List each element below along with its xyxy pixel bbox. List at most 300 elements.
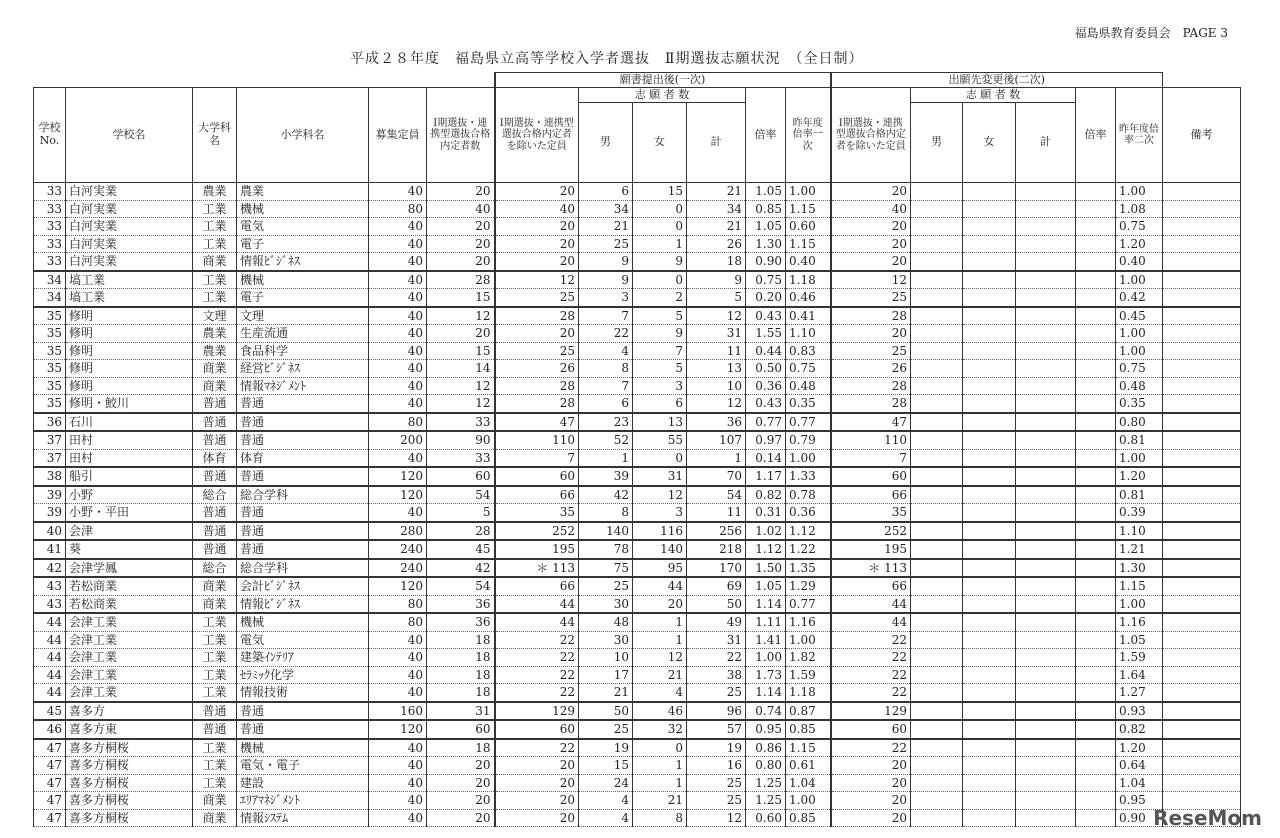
cell-male-2 — [911, 218, 963, 236]
cell-quota: 40 — [369, 449, 427, 467]
table-row — [34, 577, 1241, 595]
cell-total-2 — [1016, 757, 1076, 775]
table-row — [34, 183, 1241, 201]
table-row — [34, 413, 1241, 432]
cell-subdept: ｴﾘｱﾏﾈｼﾞﾒﾝﾄ — [237, 792, 369, 810]
cell-total: 36 — [687, 413, 746, 432]
cell-male: 42 — [579, 486, 633, 504]
cell-quota-excl: 129 — [495, 702, 579, 721]
cell-total: 96 — [687, 702, 746, 721]
cell-female: 13 — [633, 413, 687, 432]
cell-quota-excl: 22 — [495, 684, 579, 702]
cell-subdept: 機械 — [237, 739, 369, 757]
cell-female: 116 — [633, 522, 687, 541]
cell-quota-excl-2: 28 — [831, 395, 911, 413]
cell-subdept: 電子 — [237, 235, 369, 253]
cell-rate-2 — [1076, 792, 1116, 810]
cell-quota: 40 — [369, 504, 427, 522]
cell-rate: 0.14 — [746, 449, 786, 467]
cell-quota-excl-2: 110 — [831, 431, 911, 449]
cell-last-rate2: 0.75 — [1116, 360, 1163, 378]
header-quota: 募集定員 — [369, 88, 427, 183]
cell-subdept: 普通 — [237, 413, 369, 432]
cell-total: 12 — [687, 809, 746, 827]
cell-male-2 — [911, 395, 963, 413]
cell-subdept: 普通 — [237, 522, 369, 541]
cell-quota: 40 — [369, 649, 427, 667]
cell-last-rate1: 0.61 — [786, 757, 831, 775]
cell-male: 140 — [579, 522, 633, 541]
cell-female-2 — [963, 271, 1016, 289]
cell-last-rate1: 0.83 — [786, 342, 831, 360]
cell-school-name: 若松商業 — [66, 595, 193, 613]
cell-male-2 — [911, 377, 963, 395]
cell-total-2 — [1016, 540, 1076, 559]
cell-quota-excl-2: 20 — [831, 809, 911, 827]
cell-quota-excl: 20 — [495, 809, 579, 827]
cell-female-2 — [963, 504, 1016, 522]
cell-school-no: 42 — [34, 559, 66, 578]
cell-rate-2 — [1076, 395, 1116, 413]
cell-quota-excl: 44 — [495, 613, 579, 631]
cell-school-no: 37 — [34, 449, 66, 467]
cell-school-name: 修明 — [66, 377, 193, 395]
cell-rate: 0.20 — [746, 289, 786, 307]
cell-rate: 1.14 — [746, 684, 786, 702]
cell-female: 7 — [633, 342, 687, 360]
cell-school-no: 47 — [34, 739, 66, 757]
cell-rate: 0.82 — [746, 486, 786, 504]
cell-quota: 240 — [369, 559, 427, 578]
cell-subdept: 機械 — [237, 200, 369, 218]
cell-school-no: 44 — [34, 649, 66, 667]
table-row — [34, 792, 1241, 810]
cell-male-2 — [911, 342, 963, 360]
cell-last-rate1: 0.75 — [786, 360, 831, 378]
cell-dept: 工業 — [193, 631, 237, 649]
cell-total-2 — [1016, 684, 1076, 702]
cell-quota-excl-2: 60 — [831, 720, 911, 739]
cell-total-2 — [1016, 395, 1076, 413]
table-row — [34, 325, 1241, 343]
cell-male-2 — [911, 289, 963, 307]
cell-female-2 — [963, 649, 1016, 667]
cell-rate-2 — [1076, 720, 1116, 739]
header-female: 女 — [633, 103, 687, 183]
cell-quota-excl: 25 — [495, 289, 579, 307]
cell-last-rate1: 1.18 — [786, 271, 831, 289]
cell-rate: 0.31 — [746, 504, 786, 522]
cell-school-name: 修明 — [66, 360, 193, 378]
cell-subdept: 機械 — [237, 613, 369, 631]
cell-total-2 — [1016, 577, 1076, 595]
cell-subdept: 電子 — [237, 289, 369, 307]
cell-subdept: 体育 — [237, 449, 369, 467]
cell-total: 1 — [687, 449, 746, 467]
cell-total: 12 — [687, 307, 746, 325]
cell-rate-2 — [1076, 235, 1116, 253]
cell-quota: 120 — [369, 577, 427, 595]
cell-last-rate1: 0.48 — [786, 377, 831, 395]
cell-total-2 — [1016, 631, 1076, 649]
cell-last-rate1: 1.22 — [786, 540, 831, 559]
header-total-2: 計 — [1016, 103, 1076, 183]
cell-male: 7 — [579, 307, 633, 325]
cell-dept: 工業 — [193, 289, 237, 307]
cell-passed: 18 — [427, 739, 495, 757]
cell-dept: 普通 — [193, 702, 237, 721]
cell-quota-excl-2: 20 — [831, 792, 911, 810]
cell-male-2 — [911, 666, 963, 684]
cell-male-2 — [911, 757, 963, 775]
cell-rate-2 — [1076, 739, 1116, 757]
cell-notes — [1163, 504, 1241, 522]
cell-notes — [1163, 449, 1241, 467]
cell-quota: 40 — [369, 377, 427, 395]
cell-quota-excl-2: 20 — [831, 218, 911, 236]
cell-rate-2 — [1076, 200, 1116, 218]
cell-quota: 120 — [369, 467, 427, 486]
cell-passed: 15 — [427, 289, 495, 307]
cell-total: 16 — [687, 757, 746, 775]
cell-male: 25 — [579, 235, 633, 253]
cell-total-2 — [1016, 613, 1076, 631]
cell-quota: 40 — [369, 235, 427, 253]
cell-subdept: 普通 — [237, 702, 369, 721]
cell-school-no: 41 — [34, 540, 66, 559]
cell-quota-excl: 110 — [495, 431, 579, 449]
cell-male: 30 — [579, 631, 633, 649]
cell-male: 25 — [579, 720, 633, 739]
page-header: 福島県教育委員会 PAGE 3 — [1074, 26, 1228, 40]
cell-last-rate1: 1.12 — [786, 522, 831, 541]
cell-quota-excl-2: 40 — [831, 200, 911, 218]
cell-notes — [1163, 577, 1241, 595]
cell-notes — [1163, 467, 1241, 486]
cell-dept: 工業 — [193, 235, 237, 253]
cell-female-2 — [963, 522, 1016, 541]
cell-male-2 — [911, 325, 963, 343]
cell-female: 21 — [633, 792, 687, 810]
cell-total-2 — [1016, 720, 1076, 739]
cell-rate: 0.85 — [746, 200, 786, 218]
cell-last-rate2: 0.82 — [1116, 720, 1163, 739]
cell-subdept: 電気・電子 — [237, 757, 369, 775]
cell-quota: 280 — [369, 522, 427, 541]
cell-quota: 200 — [369, 431, 427, 449]
cell-rate: 1.12 — [746, 540, 786, 559]
cell-total: 25 — [687, 774, 746, 792]
cell-dept: 商業 — [193, 809, 237, 827]
cell-total: 57 — [687, 720, 746, 739]
cell-school-name: 船引 — [66, 467, 193, 486]
cell-female: 2 — [633, 289, 687, 307]
cell-quota: 40 — [369, 183, 427, 201]
cell-subdept: 経営ﾋﾞｼﾞﾈｽ — [237, 360, 369, 378]
cell-last-rate2: 1.20 — [1116, 467, 1163, 486]
first-stage-header: 願書提出後(一次) — [495, 73, 831, 88]
second-stage-header: 出願先変更後(二次) — [831, 73, 1163, 88]
cell-dept: 農業 — [193, 342, 237, 360]
cell-school-no: 46 — [34, 720, 66, 739]
cell-passed: 54 — [427, 577, 495, 595]
cell-total: 218 — [687, 540, 746, 559]
cell-total: 12 — [687, 395, 746, 413]
cell-quota-excl: 44 — [495, 595, 579, 613]
cell-school-name: 修明 — [66, 325, 193, 343]
cell-school-name: 会津学鳳 — [66, 559, 193, 578]
cell-rate: 1.02 — [746, 522, 786, 541]
cell-school-no: 44 — [34, 613, 66, 631]
cell-dept: 工業 — [193, 649, 237, 667]
cell-quota-excl-2: 20 — [831, 253, 911, 271]
cell-school-name: 葵 — [66, 540, 193, 559]
cell-female-2 — [963, 431, 1016, 449]
cell-quota-excl-2: 35 — [831, 504, 911, 522]
cell-quota-excl-2: 22 — [831, 684, 911, 702]
cell-notes — [1163, 486, 1241, 504]
cell-female: 0 — [633, 218, 687, 236]
cell-notes — [1163, 595, 1241, 613]
cell-school-no: 33 — [34, 235, 66, 253]
cell-dept: 工業 — [193, 684, 237, 702]
cell-rate: 1.05 — [746, 183, 786, 201]
cell-notes — [1163, 235, 1241, 253]
cell-male: 4 — [579, 809, 633, 827]
cell-total-2 — [1016, 200, 1076, 218]
cell-dept: 工業 — [193, 200, 237, 218]
table-row — [34, 595, 1241, 613]
table-row — [34, 431, 1241, 449]
cell-female: 31 — [633, 467, 687, 486]
cell-female-2 — [963, 792, 1016, 810]
cell-subdept: 普通 — [237, 720, 369, 739]
cell-rate: 1.50 — [746, 559, 786, 578]
cell-dept: 商業 — [193, 253, 237, 271]
header-school-no: 学校No. — [34, 88, 66, 183]
cell-subdept: 情報ﾋﾞｼﾞﾈｽ — [237, 595, 369, 613]
cell-school-no: 33 — [34, 253, 66, 271]
cell-male: 3 — [579, 289, 633, 307]
cell-total: 49 — [687, 613, 746, 631]
cell-rate: 1.11 — [746, 613, 786, 631]
cell-female-2 — [963, 595, 1016, 613]
cell-school-no: 33 — [34, 200, 66, 218]
header-passed: Ⅰ期選抜・連携型選抜合格内定者数 — [427, 88, 495, 183]
cell-total: 21 — [687, 183, 746, 201]
cell-school-name: 喜多方東 — [66, 720, 193, 739]
cell-male: 21 — [579, 218, 633, 236]
cell-rate-2 — [1076, 757, 1116, 775]
cell-dept: 総合 — [193, 486, 237, 504]
cell-male-2 — [911, 577, 963, 595]
cell-total-2 — [1016, 449, 1076, 467]
cell-last-rate1: 0.87 — [786, 702, 831, 721]
header-male-2: 男 — [911, 103, 963, 183]
cell-female: 21 — [633, 666, 687, 684]
cell-notes — [1163, 413, 1241, 432]
cell-female-2 — [963, 613, 1016, 631]
cell-school-name: 喜多方桐桜 — [66, 739, 193, 757]
cell-school-name: 喜多方桐桜 — [66, 757, 193, 775]
cell-female: 46 — [633, 702, 687, 721]
cell-rate-2 — [1076, 253, 1116, 271]
cell-subdept: 普通 — [237, 504, 369, 522]
cell-male-2 — [911, 486, 963, 504]
cell-subdept: 機械 — [237, 271, 369, 289]
cell-dept: 工業 — [193, 271, 237, 289]
cell-last-rate1: 1.59 — [786, 666, 831, 684]
cell-subdept: 生産流通 — [237, 325, 369, 343]
cell-male-2 — [911, 595, 963, 613]
table-row — [34, 720, 1241, 739]
cell-school-no: 37 — [34, 431, 66, 449]
cell-female: 0 — [633, 739, 687, 757]
cell-rate-2 — [1076, 218, 1116, 236]
cell-dept: 普通 — [193, 413, 237, 432]
cell-notes — [1163, 342, 1241, 360]
cell-last-rate2: 0.75 — [1116, 218, 1163, 236]
cell-rate-2 — [1076, 613, 1116, 631]
cell-notes — [1163, 377, 1241, 395]
cell-quota-excl: 40 — [495, 200, 579, 218]
header-last-rate1: 昨年度倍率一次 — [786, 88, 831, 183]
cell-female: 4 — [633, 684, 687, 702]
cell-male-2 — [911, 449, 963, 467]
cell-total-2 — [1016, 271, 1076, 289]
cell-school-name: 修明・鮫川 — [66, 395, 193, 413]
cell-total: 107 — [687, 431, 746, 449]
cell-total-2 — [1016, 235, 1076, 253]
cell-female-2 — [963, 235, 1016, 253]
cell-male-2 — [911, 739, 963, 757]
cell-last-rate1: 0.85 — [786, 809, 831, 827]
cell-rate: 0.77 — [746, 413, 786, 432]
cell-total-2 — [1016, 377, 1076, 395]
cell-last-rate2: 1.00 — [1116, 342, 1163, 360]
cell-dept: 工業 — [193, 613, 237, 631]
cell-total: 21 — [687, 218, 746, 236]
cell-total-2 — [1016, 289, 1076, 307]
cell-male: 8 — [579, 504, 633, 522]
cell-school-name: 田村 — [66, 431, 193, 449]
cell-total: 31 — [687, 325, 746, 343]
cell-dept: 商業 — [193, 360, 237, 378]
cell-last-rate2: 0.48 — [1116, 377, 1163, 395]
cell-male-2 — [911, 504, 963, 522]
cell-subdept: 情報技術 — [237, 684, 369, 702]
cell-passed: 20 — [427, 792, 495, 810]
table-row — [34, 504, 1241, 522]
cell-male-2 — [911, 631, 963, 649]
cell-rate-2 — [1076, 684, 1116, 702]
cell-total: 18 — [687, 253, 746, 271]
header-last-rate2: 昨年度倍率二次 — [1116, 88, 1163, 183]
cell-total-2 — [1016, 183, 1076, 201]
cell-rate-2 — [1076, 360, 1116, 378]
cell-rate: 0.90 — [746, 253, 786, 271]
cell-school-name: 喜多方 — [66, 702, 193, 721]
cell-quota-excl-2: 20 — [831, 235, 911, 253]
cell-notes — [1163, 666, 1241, 684]
cell-male: 39 — [579, 467, 633, 486]
cell-school-no: 43 — [34, 577, 66, 595]
cell-school-no: 35 — [34, 342, 66, 360]
cell-female: 6 — [633, 395, 687, 413]
cell-total-2 — [1016, 504, 1076, 522]
cell-rate-2 — [1076, 431, 1116, 449]
cell-passed: 20 — [427, 325, 495, 343]
cell-female-2 — [963, 360, 1016, 378]
cell-school-name: 会津工業 — [66, 631, 193, 649]
cell-last-rate2: 1.20 — [1116, 739, 1163, 757]
cell-passed: 15 — [427, 342, 495, 360]
cell-last-rate1: 1.33 — [786, 467, 831, 486]
cell-dept: 工業 — [193, 218, 237, 236]
cell-school-name: 会津 — [66, 522, 193, 541]
cell-female-2 — [963, 377, 1016, 395]
table-row — [34, 360, 1241, 378]
cell-school-name: 塙工業 — [66, 271, 193, 289]
cell-female: 32 — [633, 720, 687, 739]
cell-school-name: 修明 — [66, 307, 193, 325]
cell-last-rate2: 1.59 — [1116, 649, 1163, 667]
cell-notes — [1163, 200, 1241, 218]
header-quota-excl-2: Ⅰ期選抜・連携型選抜合格内定者を除いた定員 — [831, 88, 911, 183]
cell-rate-2 — [1076, 467, 1116, 486]
cell-quota-excl-2: 26 — [831, 360, 911, 378]
cell-rate: 0.74 — [746, 702, 786, 721]
cell-total: 34 — [687, 200, 746, 218]
cell-female: 44 — [633, 577, 687, 595]
cell-total: 5 — [687, 289, 746, 307]
cell-rate: 1.05 — [746, 577, 786, 595]
document-title: 平成２８年度 福島県立高等学校入学者選抜 Ⅱ期選抜志願状況 （全日制） — [350, 51, 864, 67]
cell-female: 5 — [633, 307, 687, 325]
cell-subdept: 食品科学 — [237, 342, 369, 360]
cell-male: 10 — [579, 649, 633, 667]
cell-school-no: 39 — [34, 504, 66, 522]
cell-subdept: 普通 — [237, 431, 369, 449]
cell-dept: 普通 — [193, 720, 237, 739]
table-row — [34, 559, 1241, 578]
cell-female-2 — [963, 809, 1016, 827]
cell-total: 26 — [687, 235, 746, 253]
table-row — [34, 449, 1241, 467]
cell-dept: 体育 — [193, 449, 237, 467]
cell-total-2 — [1016, 218, 1076, 236]
cell-rate-2 — [1076, 774, 1116, 792]
cell-last-rate2: 1.15 — [1116, 577, 1163, 595]
cell-notes — [1163, 431, 1241, 449]
cell-passed: 33 — [427, 413, 495, 432]
cell-last-rate2: 0.35 — [1116, 395, 1163, 413]
cell-last-rate2: 0.95 — [1116, 792, 1163, 810]
cell-quota: 40 — [369, 342, 427, 360]
cell-male-2 — [911, 200, 963, 218]
cell-last-rate2: 0.39 — [1116, 504, 1163, 522]
cell-male: 75 — [579, 559, 633, 578]
cell-quota: 40 — [369, 631, 427, 649]
cell-quota-excl-2: 66 — [831, 486, 911, 504]
header-total: 計 — [687, 103, 746, 183]
table-row — [34, 200, 1241, 218]
cell-last-rate2: 1.30 — [1116, 559, 1163, 578]
table-row — [34, 467, 1241, 486]
cell-school-name: 白河実業 — [66, 218, 193, 236]
cell-male: 25 — [579, 577, 633, 595]
cell-quota-excl-2: 22 — [831, 739, 911, 757]
